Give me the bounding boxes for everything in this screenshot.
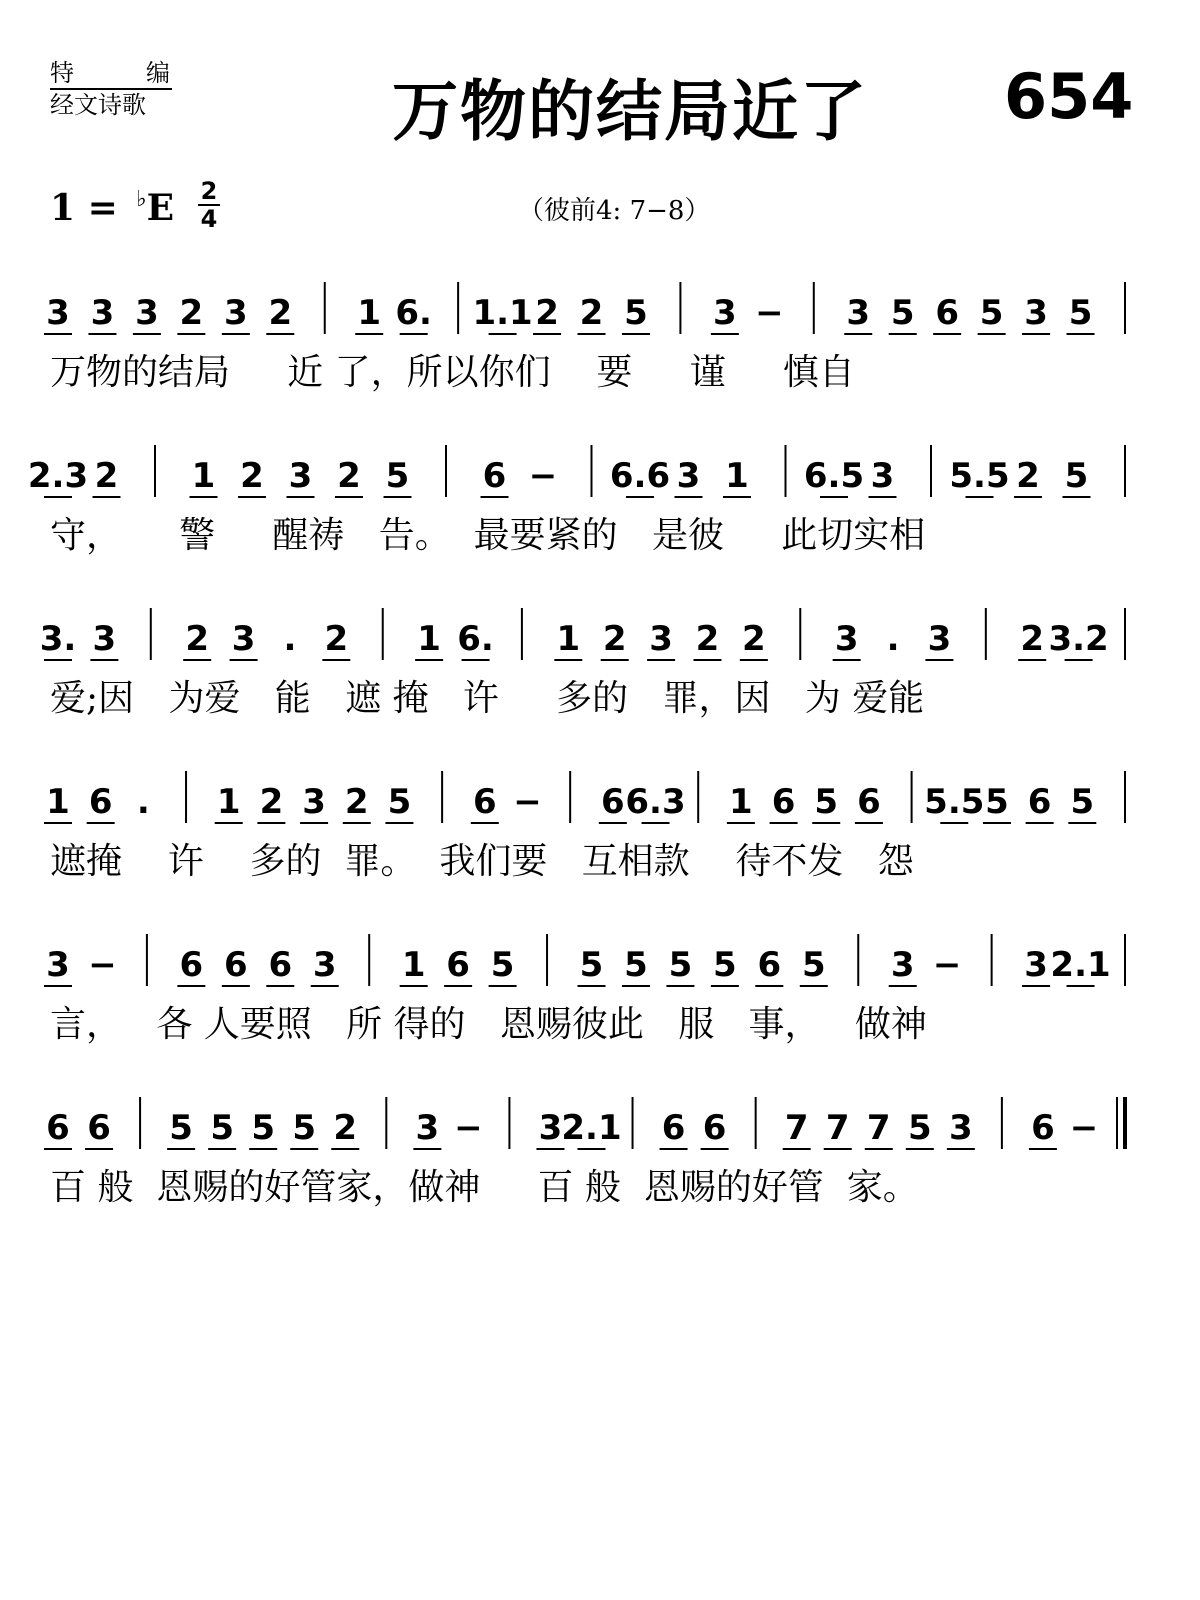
- key-signature: [50, 186, 174, 229]
- note-glyph: 6: [771, 782, 796, 822]
- note-glyph: 6: [702, 1108, 727, 1148]
- note-glyph: 1: [725, 456, 749, 496]
- note-glyph: 6: [1031, 1108, 1055, 1148]
- note-glyph: 2: [240, 456, 264, 496]
- score-system-2: [0, 435, 1200, 595]
- note-glyph: 1: [556, 619, 581, 659]
- note-glyph: 2: [602, 619, 627, 659]
- note-glyph: 1: [46, 782, 70, 822]
- tag-line-1: [50, 58, 172, 90]
- note-glyph: 2: [324, 619, 349, 659]
- note-glyph: 6.6: [609, 456, 671, 496]
- note-glyph: 3: [649, 619, 673, 659]
- note-glyph: 6: [223, 945, 248, 985]
- note-glyph: 5: [210, 1108, 234, 1148]
- note-glyph: 6: [268, 945, 293, 985]
- note-glyph: 6: [661, 1108, 686, 1148]
- note-glyph: 5: [579, 945, 604, 985]
- key-prefix: 1 =: [50, 187, 131, 229]
- score-system-4: [0, 761, 1200, 921]
- note-glyph: 2: [535, 293, 559, 333]
- tag-line-1-right: 编: [146, 59, 172, 87]
- note-glyph: 1: [357, 293, 382, 333]
- note-glyph: 3: [46, 945, 70, 985]
- note-glyph: 5: [624, 945, 648, 985]
- note-glyph: .: [283, 619, 297, 659]
- lyrics-line: 遮掩 许 多的 罪。 我们要 互相款 待不发 怨: [50, 841, 914, 882]
- note-glyph: 1: [191, 456, 216, 496]
- note-glyph: 3: [538, 1108, 563, 1148]
- note-glyph: 3: [927, 619, 952, 659]
- note-glyph: 3: [302, 782, 326, 822]
- note-glyph: 3: [415, 1108, 440, 1148]
- note-glyph: 1.1: [472, 293, 533, 333]
- note-glyph: 6: [46, 1108, 70, 1148]
- note-glyph: 2.1: [561, 1108, 622, 1148]
- note-glyph: 1: [729, 782, 753, 822]
- score-system-6: [0, 1087, 1200, 1247]
- note-glyph: 2: [1016, 456, 1040, 496]
- note-glyph: 2: [1020, 619, 1045, 659]
- note-glyph: 6: [757, 945, 782, 985]
- note-glyph: 7: [784, 1108, 809, 1148]
- note-glyph: −: [513, 782, 542, 822]
- meter-bottom: 4: [198, 204, 220, 232]
- score-header: [0, 0, 1200, 250]
- lyrics-line: 言， 各 人要照 所 得的 恩赐彼此 服 事， 做神: [50, 1004, 927, 1045]
- note-glyph: 7: [825, 1108, 850, 1148]
- note-glyph: 5: [668, 945, 693, 985]
- note-glyph: 5.5: [924, 782, 985, 822]
- score-system-5: [0, 924, 1200, 1084]
- note-glyph: 2: [185, 619, 210, 659]
- note-glyph: 6: [472, 782, 497, 822]
- note-glyph: 5: [169, 1108, 193, 1148]
- note-glyph: 3: [949, 1108, 973, 1148]
- note-glyph: 6: [482, 456, 507, 496]
- note-glyph: 2: [579, 293, 604, 333]
- note-glyph: 3: [312, 945, 337, 985]
- note-glyph: 6.5: [803, 456, 865, 496]
- note-glyph: −: [932, 945, 962, 985]
- note-glyph: 6.: [395, 293, 432, 333]
- note-glyph: 3: [46, 293, 70, 333]
- note-glyph: 3: [1024, 293, 1048, 333]
- note-glyph: 6: [1027, 782, 1052, 822]
- note-glyph: 3.: [39, 619, 77, 659]
- score-system-3: [0, 598, 1200, 758]
- note-glyph: 5: [1064, 456, 1089, 496]
- note-glyph: 3: [288, 456, 313, 496]
- note-glyph: 6.: [457, 619, 494, 659]
- note-glyph: 6: [446, 945, 470, 985]
- lyrics-line: 万物的结局 近 了，所以你们 要 谨 慎自: [50, 352, 855, 393]
- scripture-reference: （彼前4: 7−8）: [518, 196, 711, 226]
- note-glyph: 6: [935, 293, 960, 333]
- note-glyph: 3: [135, 293, 159, 333]
- note-glyph: 2: [94, 456, 119, 496]
- note-glyph: 5: [890, 293, 915, 333]
- note-glyph: 5: [624, 293, 648, 333]
- tag-line-2: 经文诗歌: [50, 91, 146, 119]
- note-glyph: 1: [216, 782, 241, 822]
- note-glyph: 3.2: [1048, 619, 1109, 659]
- note-glyph: 6: [857, 782, 881, 822]
- note-glyph: 3: [676, 456, 701, 496]
- note-glyph: 5: [387, 782, 412, 822]
- note-glyph: 5: [385, 456, 410, 496]
- song-title: 万物的结局近了: [392, 73, 868, 150]
- note-glyph: 3: [834, 619, 859, 659]
- note-glyph: 2: [259, 782, 284, 822]
- note-glyph: 5: [814, 782, 839, 822]
- note-glyph: 3: [223, 293, 248, 333]
- note-glyph: 5: [713, 945, 737, 985]
- note-glyph: 3: [846, 293, 871, 333]
- score-system-1: [0, 272, 1200, 432]
- note-glyph: 2: [337, 456, 361, 496]
- lyrics-line: 百 般 恩赐的好管家，做神 百 般 恩赐的好管 家。: [50, 1167, 919, 1208]
- note-glyph: 3: [870, 456, 895, 496]
- note-glyph: −: [528, 456, 558, 496]
- note-glyph: 2.1: [1050, 945, 1111, 985]
- lyrics-line: 爱;因 为爱 能 遮 掩 许 多的 罪，因 为 爱能: [50, 678, 925, 719]
- flat-sign: ♭: [136, 186, 147, 212]
- note-glyph: 3: [90, 293, 115, 333]
- note-glyph: 6: [88, 782, 113, 822]
- note-glyph: 2: [742, 619, 766, 659]
- song-number: 654: [1004, 60, 1134, 133]
- note-glyph: 2: [333, 1108, 358, 1148]
- key-note: E: [146, 187, 175, 229]
- note-glyph: 2: [695, 619, 720, 659]
- note-glyph: 5: [490, 945, 515, 985]
- note-glyph: 3: [890, 945, 915, 985]
- note-glyph: 6: [87, 1108, 111, 1148]
- note-glyph: 3: [713, 293, 737, 333]
- note-glyph: 5: [1068, 293, 1093, 333]
- note-glyph: 6: [601, 782, 625, 822]
- note-glyph: 3: [231, 619, 256, 659]
- note-glyph: 1: [417, 619, 441, 659]
- note-glyph: 5: [985, 782, 1009, 822]
- tag-line-1-left: 特: [50, 59, 76, 87]
- note-glyph: −: [1069, 1108, 1099, 1148]
- note-glyph: 2: [344, 782, 369, 822]
- meter-top: 2: [200, 177, 218, 205]
- note-glyph: 5: [292, 1108, 317, 1148]
- note-glyph: 6.3: [625, 782, 686, 822]
- note-glyph: −: [454, 1108, 483, 1148]
- note-glyph: 1: [401, 945, 426, 985]
- note-glyph: −: [755, 293, 784, 333]
- arrangement-tag: [50, 58, 172, 120]
- time-signature: [198, 178, 220, 232]
- note-glyph: .: [136, 782, 150, 822]
- note-glyph: 5.5: [949, 456, 1010, 496]
- note-glyph: 6: [179, 945, 204, 985]
- note-glyph: 5: [1070, 782, 1095, 822]
- note-glyph: −: [88, 945, 117, 985]
- note-glyph: 3: [92, 619, 117, 659]
- note-glyph: 5: [251, 1108, 276, 1148]
- note-glyph: 5: [801, 945, 826, 985]
- lyrics-line: 守， 警 醒祷 告。 最要紧的 是彼 此切实相: [50, 515, 926, 556]
- note-glyph: 2: [268, 293, 293, 333]
- note-glyph: 7: [866, 1108, 891, 1148]
- note-glyph: 5: [979, 293, 1004, 333]
- note-glyph: 2: [179, 293, 204, 333]
- note-glyph: 5: [907, 1108, 932, 1148]
- note-glyph: 3: [1024, 945, 1048, 985]
- note-glyph: .: [886, 619, 900, 659]
- note-glyph: 2.3: [27, 456, 89, 496]
